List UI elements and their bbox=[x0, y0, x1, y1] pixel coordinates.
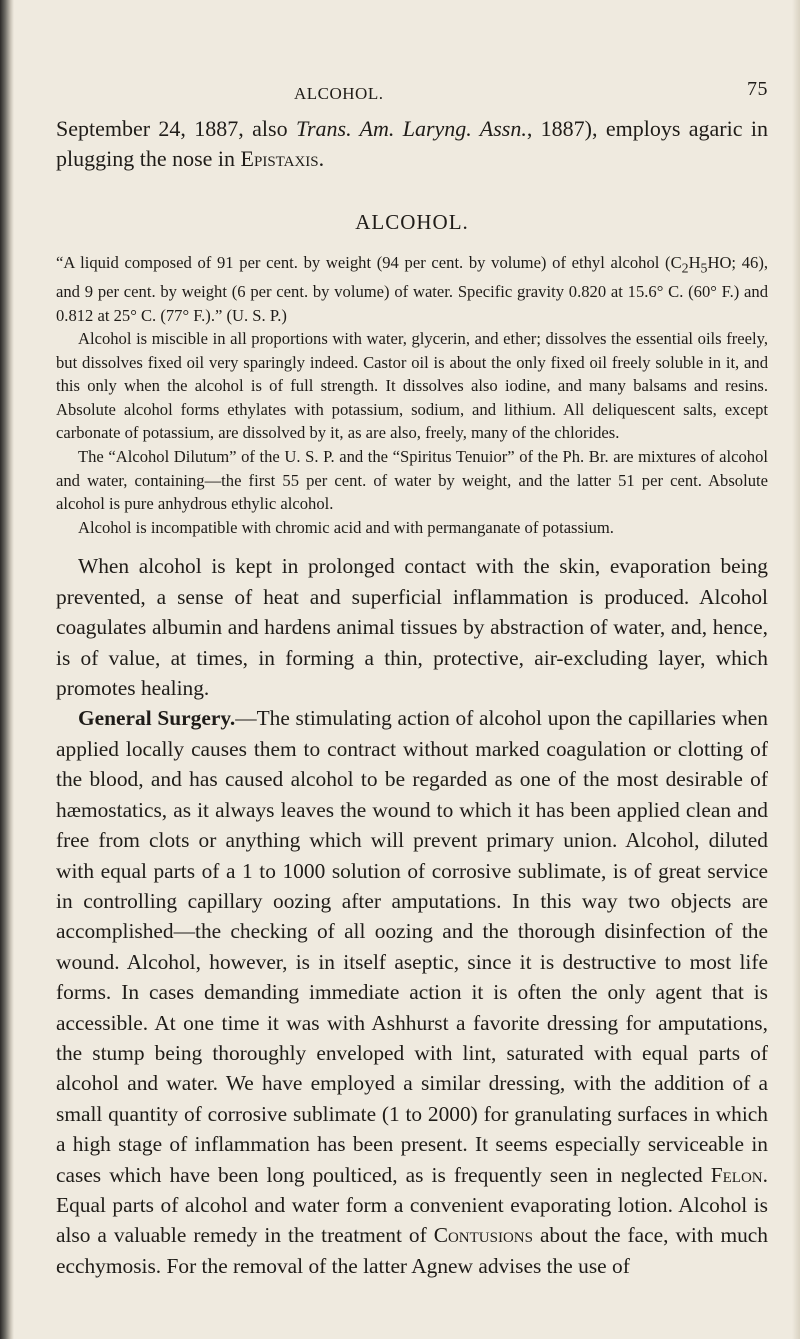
lead-text-start: September 24, 1887, also bbox=[56, 116, 296, 141]
run-in-heading: General Surgery. bbox=[78, 706, 236, 731]
book-page bbox=[56, 78, 768, 1281]
lead-text-end: . bbox=[318, 146, 325, 171]
formula-subscript: 2 bbox=[681, 260, 689, 276]
lead-text-middle: , 1887), employs agaric in plugging the nose in bbox=[56, 116, 768, 171]
body-text bbox=[56, 551, 768, 1281]
paragraph-general-surgery bbox=[56, 703, 768, 1281]
lead-paragraph bbox=[56, 114, 768, 174]
page-edge bbox=[792, 0, 800, 1339]
book-spine-shadow bbox=[0, 0, 14, 1339]
citation: Trans. Am. Laryng. Assn. bbox=[295, 116, 527, 141]
running-title: ALCOHOL. bbox=[294, 84, 384, 103]
formula-subscript: 5 bbox=[700, 260, 708, 276]
surgery-text-1: —The stimulating action of alcohol upon the capillaries when applied locally causes them to contract without marked coagulation or clotting of the blood, and has caused alcohol to be regarded as one of the most desirable of hæmostatics, as it always leaves the wound to which it has been applied clean and free from clots or anything which will prevent primary union. Alcohol, diluted with equal parts of a 1 to 1000 solution of corrosive sublimate, is of great service in controlling capillary oozing after amputations. In this way two objects are accomplished—the checking of all oozing and the thorough disinfection of the wound. Alcohol, however, is in itself aseptic, since it is destructive to most life forms. In cases demanding immediate action it is often the only agent that is accessible. At one time it was with Ashhurst a favorite dressing for amputations, the stump being thoroughly enveloped with lint, saturated with equal parts of alcohol and water. We have employed a similar dressing, with the addition of a small quantity of corrosive sublimate (1 to 2000) for granulating surfaces in which a high stage of inflammation has been present. It seems especially serviceable in cases which have been long poulticed, as is frequently seen in neglected bbox=[56, 706, 768, 1187]
quote-preparations: The “Alcohol Dilutum” of the U. S. P. and the “Spiritus Tenuior” of the Ph. Br. are mixtures of alcohol and water, containing—the first 55 per cent. of water by weight, and the latter 51 per cent. Absolute alcohol is pure anhydrous ethylic alcohol. bbox=[56, 447, 768, 514]
quote-incompatibilities: Alcohol is incompatible with chromic acid and with permanganate of potassium. bbox=[78, 517, 614, 537]
cross-reference-felon: Felon bbox=[710, 1162, 763, 1187]
page-number: 75 bbox=[747, 78, 768, 100]
pharmacopoeia-quote bbox=[56, 251, 768, 539]
surgery-text-2: . Equal parts of alcohol and water form a convenient evaporating lotion. Alcohol is also a valuable remedy in the treatment of bbox=[56, 1162, 768, 1248]
cross-reference-epistaxis: Epistaxis bbox=[240, 146, 319, 171]
running-header bbox=[56, 78, 768, 114]
paragraph-skin-action: When alcohol is kept in prolonged contact with the skin, evaporation being prevented, a sense of heat and superficial inflammation is produced. Alcohol coagulates albumin and hardens animal tissues by abstraction of water, and, hence, is of value, at times, in forming a thin, protective, air-excluding layer, which promotes healing. bbox=[56, 554, 768, 701]
quote-solubility: Alcohol is miscible in all proportions with water, glycerin, and ether; dissolves the essential oils freely, but dissolves fixed oil very sparingly indeed. Castor oil is about the only fixed oil freely soluble in it, and this only when the alcohol is of full strength. It dissolves also iodine, and many balsams and resins. Absolute alcohol forms ethylates with potassium, sodium, and lithium. All deliquescent salts, except carbonate of potassium, are dissolved by it, as are also, freely, many of the chlorides. bbox=[56, 329, 768, 443]
definition-text-start: “A liquid composed of 91 per cent. by weight (94 per cent. by volume) of ethyl alcohol (C bbox=[56, 253, 682, 272]
definition-text-end: HO; 46), and 9 per cent. by weight (6 per cent. by volume) of water. Specific gravity 0.820 at 15.6° C. (60° F.) and 0.812 at 25° C. (77° F.).” (U. S. P.) bbox=[56, 253, 768, 325]
section-title: ALCOHOL. bbox=[355, 210, 469, 234]
quote-definition bbox=[56, 251, 768, 327]
surgery-text-3: about the face, with much ecchymosis. For the removal of the latter Agnew advises the use of bbox=[56, 1223, 768, 1278]
formula-text: H bbox=[688, 253, 701, 272]
cross-reference-contusions: Contusions bbox=[433, 1223, 533, 1248]
